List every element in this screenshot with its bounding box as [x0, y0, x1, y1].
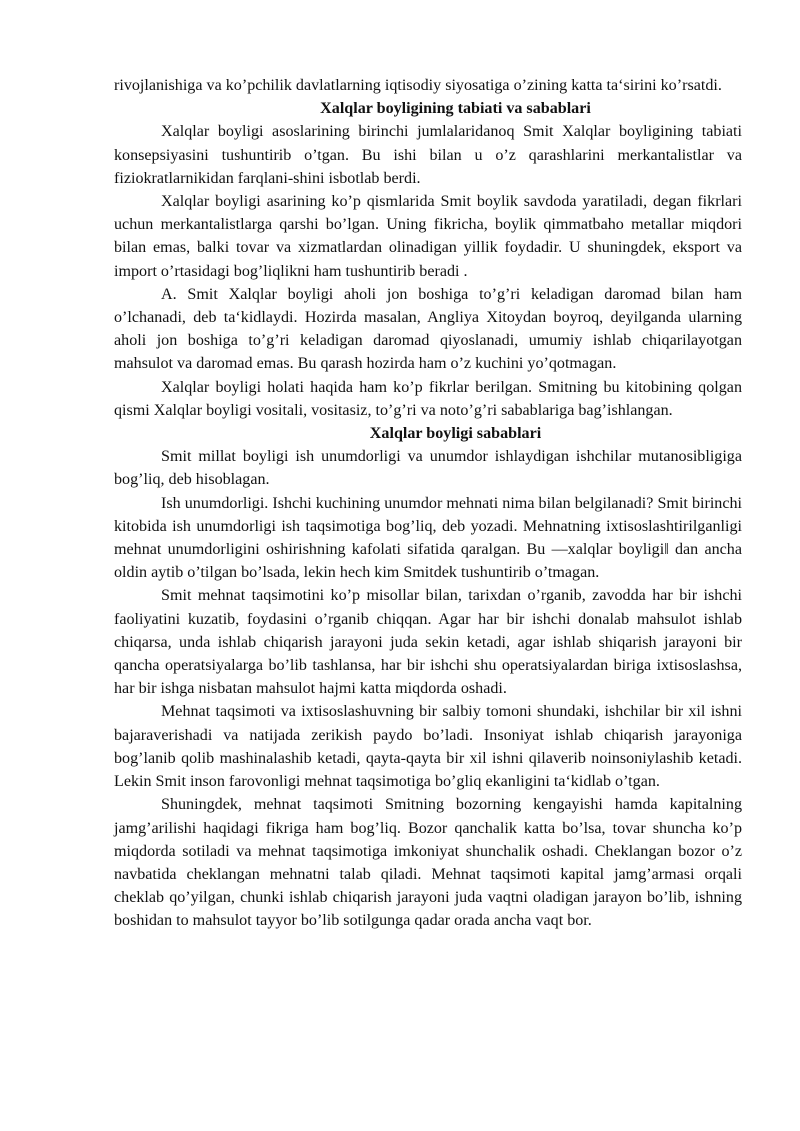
paragraph: Xalqlar boyligi holati haqida ham ko’p fikrlar berilgan. Smitning bu kitobining qolgan qismi Xalqlar boyligi vositali, vositasiz, to’g’ri va noto’g’ri sabablariga bag’ishlangan. — [114, 378, 742, 419]
section-heading-causes: Xalqlar boyligi sabablari — [369, 425, 542, 443]
paragraph: Smit mehnat taqsimotini ko’p misollar bilan, tarixdan o’rganib, zavodda har bir ishchi faoliyatini kuzatib, foydasini o’rganib chiqqan. Agar har bir ishchi donalab mahsulot ishlab chiqarsa, unda ishlab chiqarish jarayoni juda sekin ketadi, agar ishlab shiqarish jarayoni bir qancha operatsiyalarga bo’lib tashlansa, har bir ishchi shu operatsiyalardan biriga ixtisoslashsa, har bir ishga nisbatan mahsulot hajmi katta miqdorda oshadi. — [114, 587, 742, 698]
paragraph: Smit millat boyligi ish unumdorligi va unumdor ishlaydigan ishchilar mutanosibligiga bog’liq, deb hisoblagan. — [114, 448, 742, 489]
paragraph: Shuningdek, mehnat taqsimoti Smitning bozorning kengayishi hamda kapitalning jamg’arilishi haqidagi fikriga ham bog’liq. Bozor qanchalik katta bo’lsa, tovar shuncha ko’p miqdorda sotiladi va mehnat taqsimotiga imkoniyat shunchalik oshadi. Cheklangan bozor o’z navbatida cheklangan mehnatni talab qiladi. Mehnat taqsimoti kapital jamg’armasi orqali cheklab qo’yilgan, chunki ishlab chiqarish jarayoni juda vaqtni oladigan jarayon bo’lib, ishning boshidan to mahsulot tayyor bo’lib sotilgunga qadar orada ancha vaqt bor. — [114, 796, 742, 930]
paragraph: A. Smit Xalqlar boyligi aholi jon boshiga to’g’ri keladigan daromad bilan ham o’lchanadi, deb ta‘kidlaydi. Hozirda masalan, Angliya Xitoydan boyroq, deyilganda ularning aholi jon boshiga to’g’ri keladigan daromad qiyoslanadi, umumiy ishlab chiqarilayotgan mahsulot va daromad emas. Bu qarash hozirda ham o’z kuchini yo’qotmagan. — [114, 285, 742, 373]
paragraph: Ish unumdorligi. Ishchi kuchining unumdor mehnati nima bilan belgilanadi? Smit birinchi kitobida ish unumdorligi ish taqsimotiga bog’liq, deb yozadi. Mehnatning ixtisoslashtirilganligi mehnat unumdorligini oshirishning kafolati sifatida qaralgan. Bu ―xalqlar boyligi‖ dan ancha oldin aytib o’tilgan bo’lsada, lekin hech kim Smitdek tushuntirib o’tmagan. — [114, 494, 742, 582]
paragraph: Mehnat taqsimoti va ixtisoslashuvning bir salbiy tomoni shundaki, ishchilar bir xil ishni bajaraverishadi va natijada zerikish paydo bo’ladi. Insoniyat ishlab chiqarish jarayoniga bog’lanib qolib mashinalashib ketadi, qayta-qayta bir xil ishni qilaverib noinsoniylashib ketadi. Lekin Smit inson farovonligi mehnat taqsimotiga bo’gliq ekanligini ta‘kidlab o’tgan. — [114, 703, 742, 791]
section-heading-nature-and-causes: Xalqlar boyligining tabiati va sabablari — [320, 100, 591, 118]
paragraph-intro-continuation: rivojlanishiga va ko’pchilik davlatlarning iqtisodiy siyosatiga o’zining katta ta‘sirini ko’rsatdi. — [114, 77, 722, 94]
paragraph: Xalqlar boyligi asoslarining birinchi jumlalaridanoq Smit Xalqlar boyligining tabiati konsepsiyasini tushuntirib o’tgan. Bu ishi bilan u o’z qarashlarini merkantalistlar va fiziokratlarnikidan farqlani-shini isbotlab berdi. — [114, 123, 742, 187]
paragraph: Xalqlar boyligi asarining ko’p qismlarida Smit boylik savdoda yaratiladi, degan fikrlari uchun merkantalistlarga qarshi bo’lgan. Uning fikricha, boylik qimmatbaho metallar miqdori bilan emas, balki tovar va xizmatlardan olinadigan yillik foydadir. U shuningdek, eksport va import o’rtasidagi bog’liqlikni ham tushuntirib beradi . — [114, 193, 742, 280]
document-page — [114, 74, 742, 933]
